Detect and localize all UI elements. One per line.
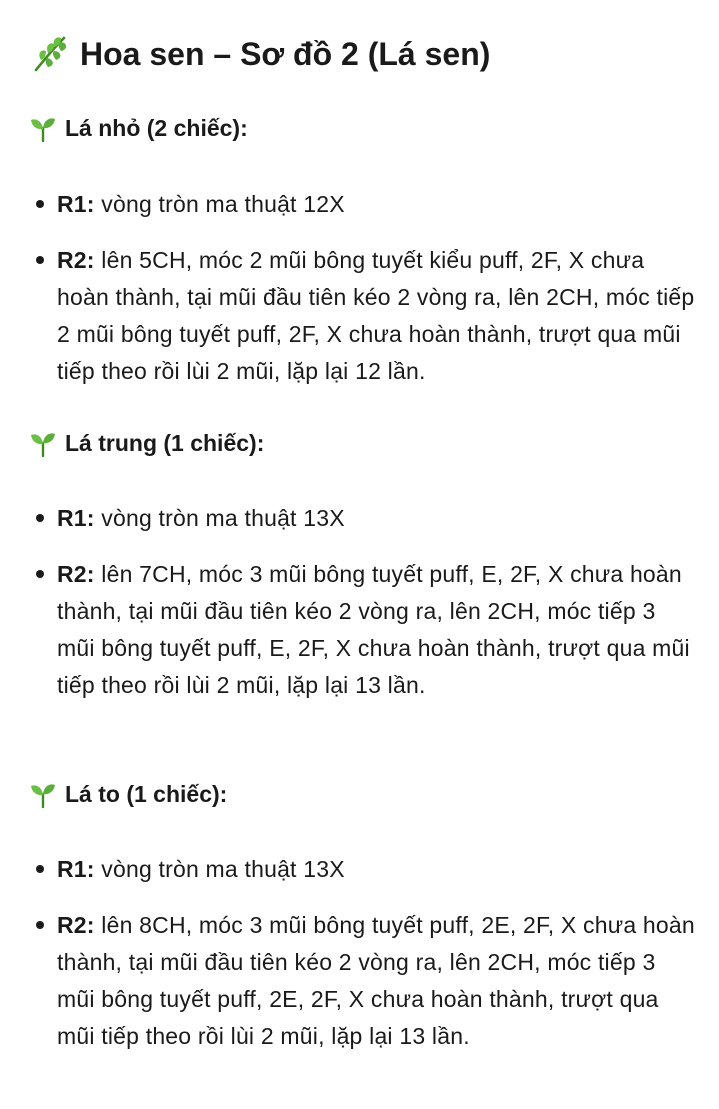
section-heading-text: Lá nhỏ (2 chiếc): (65, 115, 248, 141)
section-heading-text: Lá trung (1 chiếc): (65, 430, 265, 456)
section-heading-text: Lá to (1 chiếc): (65, 781, 228, 807)
row-label: R1: (57, 505, 95, 531)
row-label: R2: (57, 912, 95, 938)
bullet-dot (36, 570, 44, 578)
section-heading-large-leaf (30, 781, 227, 808)
title-text: Hoa sen – Sơ đồ 2 (Lá sen) (80, 35, 491, 72)
row-text: lên 8CH, móc 3 mũi bông tuyết puff, 2E, 2F, X chưa hoàn thành, tại mũi đầu tiên kéo 2 vòng ra, lên 2CH, móc tiếp 3 mũi bông tuyết puff, 2E, 2F, X chưa hoàn thành, trượt qua mũi tiếp theo rồi lùi 2 mũi, lặp lại 13 lần. (57, 912, 695, 1049)
list-item (57, 186, 697, 223)
herb-icon (30, 34, 70, 74)
bullet-dot (36, 200, 44, 208)
row-label: R1: (57, 191, 95, 217)
row-label: R2: (57, 247, 95, 273)
seedling-icon (30, 782, 56, 808)
seedling-icon (30, 116, 56, 142)
list-item (57, 851, 697, 888)
row-label: R1: (57, 856, 95, 882)
list-item (57, 556, 697, 704)
section-heading-small-leaf (30, 115, 248, 142)
bullet-dot (36, 921, 44, 929)
bullet-dot (36, 256, 44, 264)
row-text: lên 7CH, móc 3 mũi bông tuyết puff, E, 2F, X chưa hoàn thành, tại mũi đầu tiên kéo 2 vòng ra, lên 2CH, móc tiếp 3 mũi bông tuyết puff, E, 2F, X chưa hoàn thành, trượt qua mũi tiếp theo rồi lùi 2 mũi, lặp lại 13 lần. (57, 561, 690, 698)
row-text: vòng tròn ma thuật 13X (94, 505, 345, 531)
seedling-icon (30, 431, 56, 457)
bullet-dot (36, 514, 44, 522)
row-label: R2: (57, 561, 95, 587)
row-text: vòng tròn ma thuật 13X (94, 856, 345, 882)
row-text: vòng tròn ma thuật 12X (94, 191, 345, 217)
section-heading-medium-leaf (30, 430, 264, 457)
row-text: lên 5CH, móc 2 mũi bông tuyết kiểu puff, 2F, X chưa hoàn thành, tại mũi đầu tiên kéo 2 vòng ra, lên 2CH, móc tiếp 2 mũi bông tuyết puff, 2F, X chưa hoàn thành, trượt qua mũi tiếp theo rồi lùi 2 mũi, lặp lại 12 lần. (57, 247, 695, 384)
list-item (57, 500, 697, 537)
bullet-dot (36, 865, 44, 873)
list-item (57, 907, 697, 1055)
list-item (57, 242, 697, 390)
page-title (30, 34, 490, 74)
